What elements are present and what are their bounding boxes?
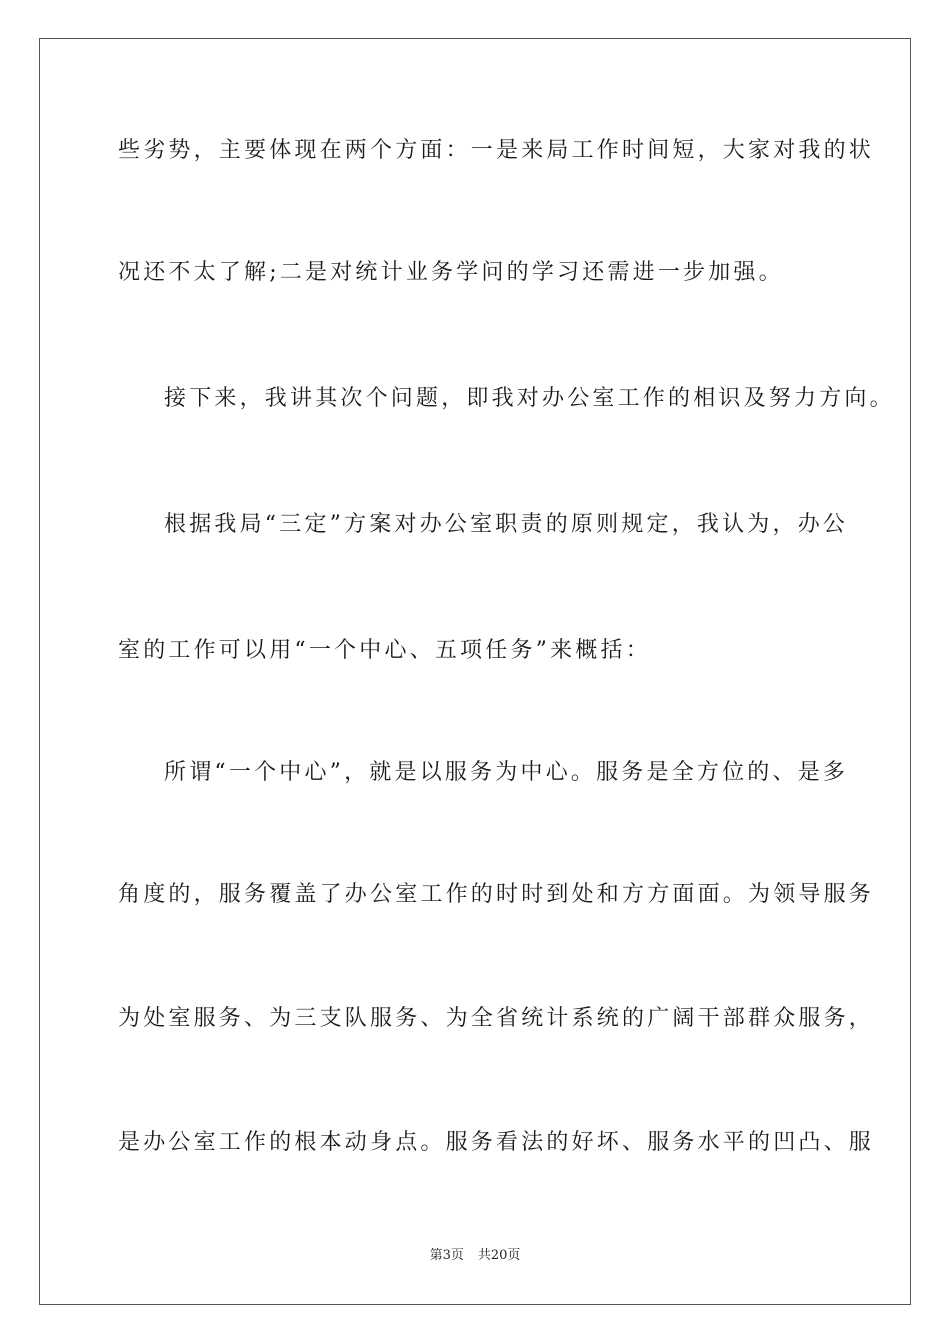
page-footer [0, 1247, 950, 1265]
body-line: 为处室服务、为三支队服务、为全省统计系统的广阔干部群众服务， [118, 1006, 875, 1031]
body-line: 室的工作可以用“一个中心、五项任务”来概括： [118, 638, 651, 663]
paragraph-first-line: 根据我局“三定”方案对办公室职责的原则规定，我认为，办公 [164, 512, 849, 537]
body-line: 些劣势，主要体现在两个方面：一是来局工作时间短，大家对我的状 [118, 138, 875, 163]
body-line: 是办公室工作的根本动身点。服务看法的好坏、服务水平的凹凸、服 [118, 1130, 875, 1155]
page-number: 第3页 [429, 1248, 464, 1263]
paragraph-first-line: 所谓“一个中心”，就是以服务为中心。服务是全方位的、是多 [164, 760, 849, 785]
page-total: 共20页 [477, 1248, 521, 1263]
body-line: 角度的，服务覆盖了办公室工作的时时到处和方方面面。为领导服务 [118, 882, 875, 907]
paragraph-first-line: 接下来，我讲其次个问题，即我对办公室工作的相识及努力方向。 [164, 386, 895, 411]
page-border [39, 38, 911, 1305]
body-line: 况还不太了解;二是对统计业务学问的学习还需进一步加强。 [118, 260, 784, 285]
